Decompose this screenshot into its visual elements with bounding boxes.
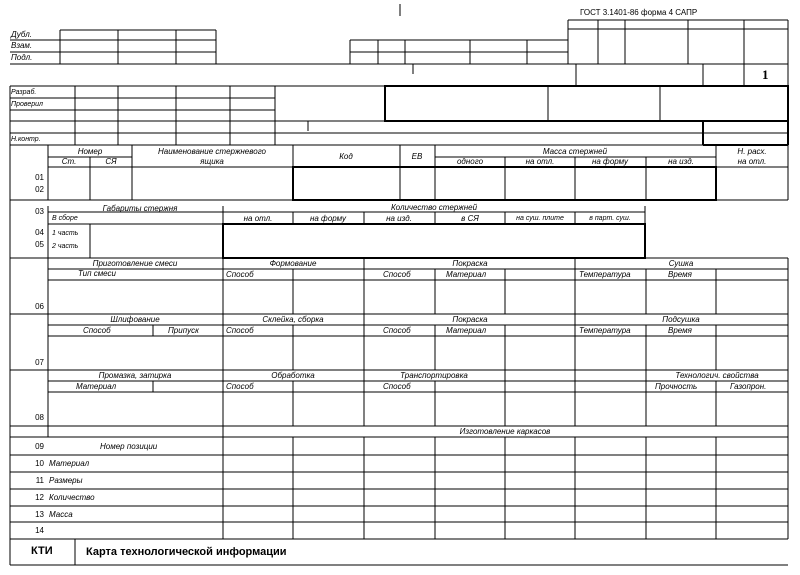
row-number-08: 08 [35, 413, 44, 422]
t4-painting-material: Материал [446, 326, 487, 335]
t1-number: Номер [77, 147, 103, 156]
label-checked: Проверил [11, 101, 43, 108]
row-number-09: 09 [35, 442, 44, 451]
row-number-10: 10 [35, 459, 44, 468]
doc-code: КТИ [31, 545, 53, 557]
label-developed: Разраб. [11, 89, 37, 96]
row-number-12: 12 [35, 493, 44, 502]
t3-painting-material: Материал [446, 270, 487, 279]
row-number-02: 02 [35, 185, 44, 194]
t5-transport: Транспортировка [400, 371, 468, 380]
t5-processing-method: Способ [226, 382, 254, 391]
t6-position-number: Номер позиции [100, 442, 158, 451]
t5-transport-method: Способ [383, 382, 411, 391]
t3-forming-method: Способ [226, 270, 254, 279]
t1-box-name-2: ящика [200, 157, 224, 166]
row-number-11: 11 [35, 476, 44, 485]
t1-mass-product: на изд. [668, 157, 694, 166]
t2-part2: 2 часть [52, 243, 79, 250]
t4-painting-method: Способ [383, 326, 411, 335]
t3-drying: Сушка [668, 259, 694, 268]
row-number-01: 01 [35, 173, 44, 182]
t3-time: Время [668, 270, 692, 279]
row-number-03: 03 [35, 207, 44, 216]
row-number-06: 06 [35, 302, 44, 311]
t1-norm-1: Н. расх. [737, 147, 767, 156]
t2-dimensions: Габариты стержня [102, 204, 178, 213]
t3-painting-method: Способ [383, 270, 411, 279]
t6-row-size: Размеры [49, 476, 83, 485]
t5-tech-props: Технологич. свойства [675, 371, 759, 380]
t4-time: Время [668, 326, 692, 335]
t3-painting: Покраска [452, 259, 488, 268]
t5-coating: Промазка, затирка [98, 371, 172, 380]
t1-mass-form: на форму [591, 157, 629, 166]
label-norm-control: Н.контр. [11, 136, 41, 143]
t2-assembled: В сборе [52, 215, 78, 222]
row-number-05: 05 [35, 240, 44, 249]
t6-row-material: Материал [49, 459, 90, 468]
page-number: 1 [762, 67, 769, 82]
t4-predrying: Подсушка [662, 315, 700, 324]
t2-count-product: на изд. [386, 214, 412, 223]
t6-row-mass: Масса [49, 510, 73, 519]
t4-allowance: Припуск [168, 326, 199, 335]
row-number-13: 13 [35, 510, 44, 519]
t1-sya: СЯ [105, 157, 117, 166]
t5-strength: Прочность [655, 382, 698, 391]
header-row-vzam: Взам. [11, 41, 33, 50]
t2-count-form: на форму [309, 214, 347, 223]
t4-grinding: Шлифование [110, 315, 160, 324]
t3-forming: Формование [269, 259, 317, 268]
t4-grinding-method: Способ [83, 326, 111, 335]
doc-title: Карта технологической информации [86, 546, 287, 558]
standard-code: ГОСТ 3.1401-86 форма 4 САПР [580, 8, 698, 17]
t6-row-quantity: Количество [49, 493, 95, 502]
t2-count-plate: на суш. плите [516, 215, 564, 222]
t6-frames: Изготовление каркасов [459, 427, 551, 436]
row-number-14: 14 [35, 526, 44, 535]
t4-painting: Покраска [452, 315, 488, 324]
t2-count: Количество стержней [390, 203, 478, 212]
t2-count-sya: в СЯ [461, 214, 479, 223]
row-number-07: 07 [35, 358, 44, 367]
t1-ev: ЕВ [411, 152, 423, 161]
t1-mass-dept: на отл. [525, 157, 555, 166]
t3-mix-type: Тип смеси [78, 269, 116, 278]
t5-processing: Обработка [271, 371, 315, 380]
t4-gluing: Склейка, сборка [262, 315, 324, 324]
row-number-04: 04 [35, 228, 44, 237]
t1-st: Ст. [61, 157, 77, 166]
t2-count-dept: на отл. [243, 214, 273, 223]
t1-norm-2: на отл. [737, 157, 767, 166]
header-row-podl: Подл. [11, 53, 33, 62]
t2-count-batch: в парт. суш. [589, 215, 631, 222]
t1-mass-one: одного [456, 157, 484, 166]
t5-gas-perm: Газопрон. [730, 382, 767, 391]
t3-mix-prep: Приготовление смеси [92, 259, 178, 268]
t5-material: Материал [76, 382, 117, 391]
t1-mass: Масса стержней [542, 147, 608, 156]
t4-gluing-method: Способ [226, 326, 254, 335]
t3-temperature: Температура [579, 270, 631, 279]
header-row-dubl: Дубл. [11, 30, 32, 39]
t4-temperature: Температура [579, 326, 631, 335]
t1-code: Код [339, 152, 353, 161]
t1-box-name-1: Наименование стержневого [157, 147, 267, 156]
t2-part1: 1 часть [52, 230, 79, 237]
